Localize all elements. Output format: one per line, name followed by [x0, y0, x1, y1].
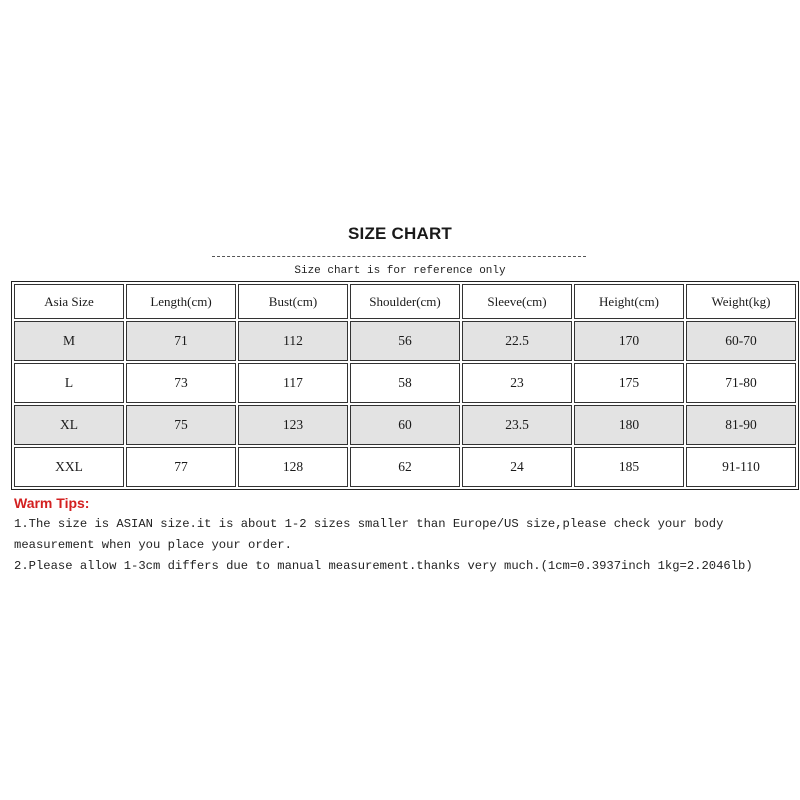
tip-line: 2.Please allow 1-3cm differs due to manual measurement.thanks very much.(1cm=0.3937inch 1kg=2.2046lb)	[14, 559, 753, 573]
shoulder-cell: 62	[350, 447, 460, 487]
table-row	[14, 405, 796, 445]
size-cell: XXL	[14, 447, 124, 487]
header-shoulder: Shoulder(cm)	[350, 284, 460, 319]
shoulder-cell: 56	[350, 321, 460, 361]
table-header-row	[14, 284, 796, 319]
height-cell: 175	[574, 363, 684, 403]
size-cell: M	[14, 321, 124, 361]
size-table	[11, 281, 799, 490]
height-cell: 170	[574, 321, 684, 361]
weight-cell: 91-110	[686, 447, 796, 487]
header-height: Height(cm)	[574, 284, 684, 319]
length-cell: 73	[126, 363, 236, 403]
bust-cell: 112	[238, 321, 348, 361]
height-cell: 185	[574, 447, 684, 487]
bust-cell: 128	[238, 447, 348, 487]
length-cell: 75	[126, 405, 236, 445]
sleeve-cell: 24	[462, 447, 572, 487]
shoulder-cell: 58	[350, 363, 460, 403]
size-cell: L	[14, 363, 124, 403]
weight-cell: 71-80	[686, 363, 796, 403]
sleeve-cell: 22.5	[462, 321, 572, 361]
header-asia-size: Asia Size	[14, 284, 124, 319]
header-bust: Bust(cm)	[238, 284, 348, 319]
tip-line: measurement when you place your order.	[14, 538, 292, 552]
weight-cell: 60-70	[686, 321, 796, 361]
reference-note: Size chart is for reference only	[294, 265, 506, 277]
warm-tips-body	[14, 514, 789, 577]
header-sleeve: Sleeve(cm)	[462, 284, 572, 319]
table-row	[14, 447, 796, 487]
size-chart-title: SIZE CHART	[348, 224, 452, 243]
sleeve-cell: 23.5	[462, 405, 572, 445]
tip-line: 1.The size is ASIAN size.it is about 1-2 sizes smaller than Europe/US size,please check your body	[14, 517, 724, 531]
weight-cell: 81-90	[686, 405, 796, 445]
length-cell: 77	[126, 447, 236, 487]
bust-cell: 117	[238, 363, 348, 403]
shoulder-cell: 60	[350, 405, 460, 445]
table-row	[14, 321, 796, 361]
length-cell: 71	[126, 321, 236, 361]
table-row	[14, 363, 796, 403]
size-cell: XL	[14, 405, 124, 445]
height-cell: 180	[574, 405, 684, 445]
title-dashed-divider	[212, 256, 586, 257]
sleeve-cell: 23	[462, 363, 572, 403]
header-weight: Weight(kg)	[686, 284, 796, 319]
warm-tips-heading: Warm Tips:	[14, 495, 90, 511]
bust-cell: 123	[238, 405, 348, 445]
header-length: Length(cm)	[126, 284, 236, 319]
